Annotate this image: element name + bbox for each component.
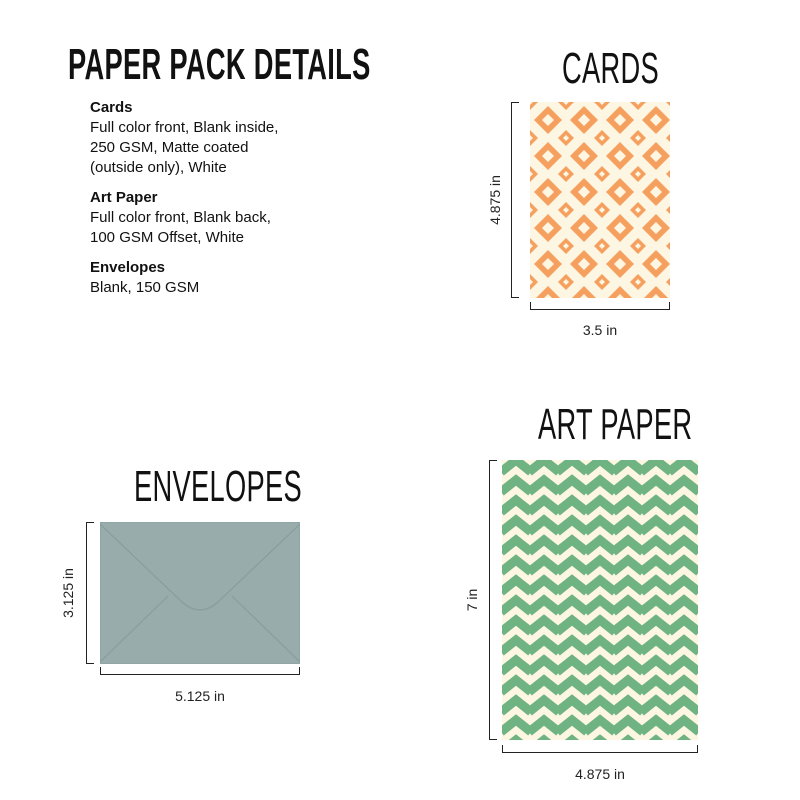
art-paper-details-heading: Art Paper (90, 189, 158, 206)
art-paper-title: ART PAPER (538, 400, 693, 449)
envelopes-width-dimension-line (100, 674, 300, 675)
art-paper-details-line: 100 GSM Offset, White (90, 229, 244, 246)
envelope-image (100, 522, 300, 664)
art-paper-width-dimension-line (502, 752, 698, 753)
art-paper-pattern-image (502, 460, 698, 740)
cards-width-dimension-line (530, 309, 670, 310)
envelopes-height-dimension-line (86, 522, 87, 664)
cards-height-label: 4.875 in (487, 175, 503, 225)
envelopes-width-label: 5.125 in (175, 688, 225, 704)
art-paper-details-line: Full color front, Blank back, (90, 209, 271, 226)
page-title: PAPER PACK DETAILS (68, 40, 371, 89)
cards-details-line: (outside only), White (90, 159, 227, 176)
cards-details-heading: Cards (90, 99, 133, 116)
envelopes-title: ENVELOPES (134, 462, 303, 511)
paper-details (90, 98, 350, 308)
art-paper-height-dimension-line (489, 460, 490, 740)
envelopes-details (90, 258, 350, 298)
art-paper-height-label: 7 in (464, 588, 480, 612)
envelopes-details-line: Blank, 150 GSM (90, 279, 200, 296)
art-paper-details (90, 188, 350, 248)
cards-height-dimension-line (511, 102, 512, 298)
card-pattern-image (530, 102, 670, 298)
cards-width-label: 3.5 in (582, 322, 618, 338)
envelopes-height-label: 3.125 in (60, 568, 76, 618)
cards-details-line: Full color front, Blank inside, (90, 119, 279, 136)
art-paper-width-label: 4.875 in (575, 766, 625, 782)
cards-details (90, 98, 350, 178)
cards-title: CARDS (562, 44, 660, 93)
envelopes-details-heading: Envelopes (90, 259, 166, 276)
cards-details-line: 250 GSM, Matte coated (90, 139, 249, 156)
